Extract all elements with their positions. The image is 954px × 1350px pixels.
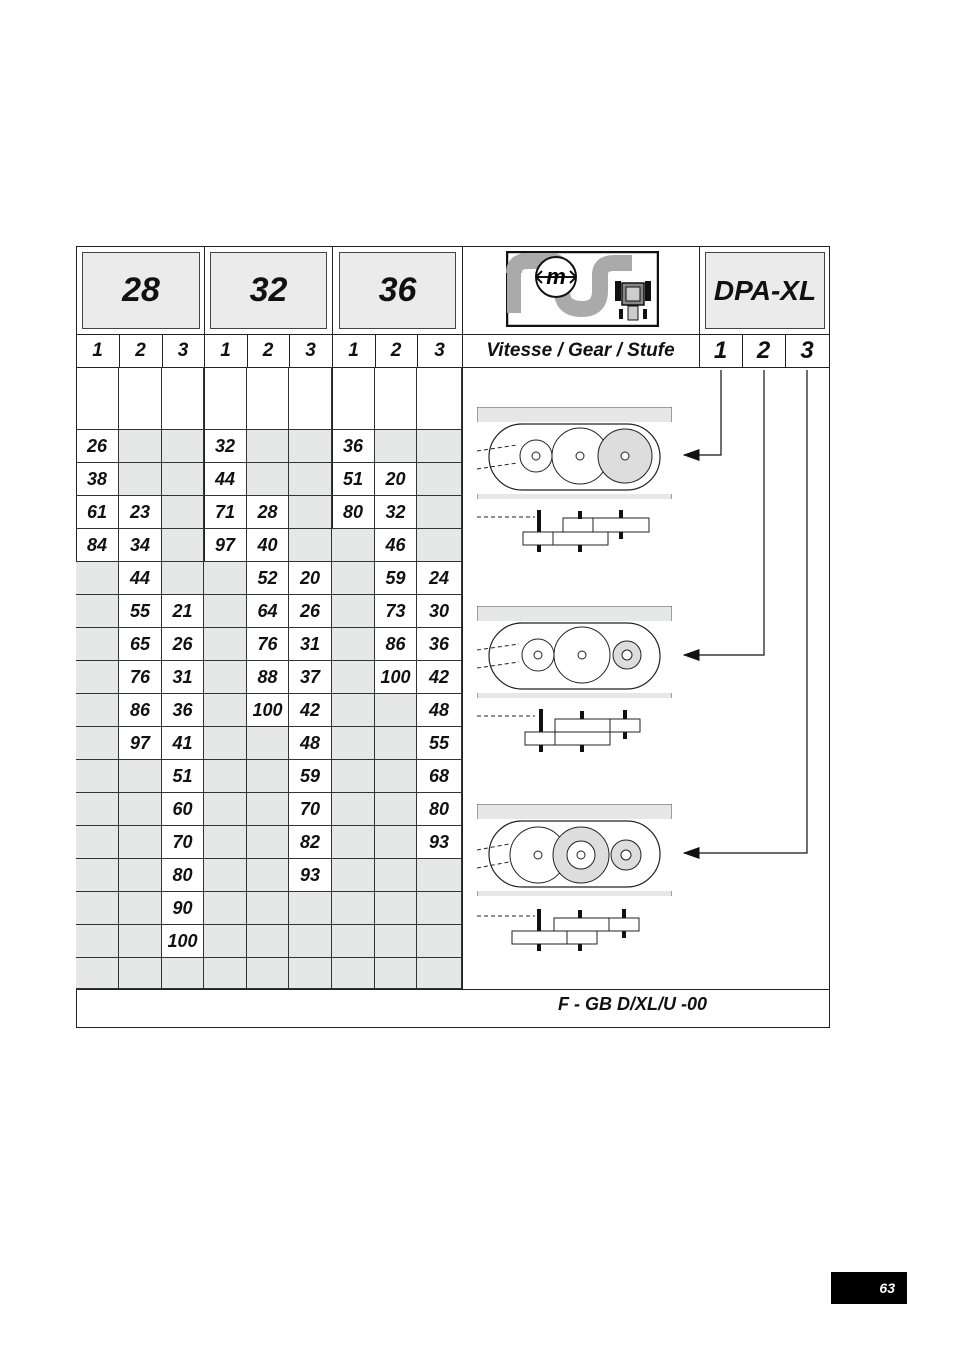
table-cell: 26 [289, 595, 332, 628]
table-cell: 51 [332, 463, 375, 496]
table-cell [247, 958, 289, 989]
gear-col-divider [417, 334, 418, 367]
table-cell [247, 826, 289, 859]
table-cell: 93 [417, 826, 462, 859]
table-cell: 100 [247, 694, 289, 727]
table-cell: 31 [162, 661, 204, 694]
table-cell [375, 826, 417, 859]
speed-group-32: 32 [210, 252, 327, 329]
table-cell [417, 463, 462, 496]
table-cell: 97 [204, 529, 247, 562]
table-cell [76, 958, 119, 989]
table-spacer-cell [289, 367, 332, 430]
table-cell [332, 562, 375, 595]
table-cell [247, 925, 289, 958]
gear-column-header: 2 [390, 339, 402, 361]
table-cell [204, 892, 247, 925]
document-code: F - GB D/XL/U -00 [558, 994, 708, 1014]
table-cell [119, 463, 162, 496]
table-spacer-cell [162, 367, 204, 430]
table-cell: 20 [375, 463, 417, 496]
speed-group-28: 28 [82, 252, 200, 329]
table-cell [332, 925, 375, 958]
gear-diagram-2 [477, 606, 672, 766]
gear-column-header: 2 [135, 339, 146, 361]
table-cell [119, 958, 162, 989]
table-cell: 34 [119, 529, 162, 562]
table-cell [289, 925, 332, 958]
table-cell [119, 430, 162, 463]
speed-group-36: 36 [339, 252, 456, 329]
table-spacer-cell [375, 367, 417, 430]
table-cell [289, 430, 332, 463]
table-cell [204, 694, 247, 727]
table-cell: 76 [119, 661, 162, 694]
table-cell [204, 793, 247, 826]
table-cell [119, 859, 162, 892]
table-cell [417, 430, 462, 463]
gear-diagram-3 [477, 804, 672, 964]
gear-diagram-1 [477, 407, 672, 567]
table-cell: 90 [162, 892, 204, 925]
gear-connector-arrows [670, 360, 820, 870]
table-cell: 60 [162, 793, 204, 826]
table-cell [76, 727, 119, 760]
table-cell [76, 562, 119, 595]
gear-col-divider [289, 334, 290, 367]
table-cell [417, 892, 462, 925]
table-cell: 86 [375, 628, 417, 661]
footer-divider [76, 989, 830, 990]
table-cell [76, 760, 119, 793]
table-cell [417, 859, 462, 892]
table-cell [247, 892, 289, 925]
table-cell: 68 [417, 760, 462, 793]
table-cell [119, 892, 162, 925]
model-label: DPA-XL [705, 252, 825, 329]
table-cell: 86 [119, 694, 162, 727]
table-cell [76, 859, 119, 892]
table-cell [204, 925, 247, 958]
table-cell [162, 529, 204, 562]
table-cell [375, 958, 417, 989]
table-cell: 20 [289, 562, 332, 595]
table-cell [332, 793, 375, 826]
table-cell [204, 958, 247, 989]
gear-column-header: 1 [220, 339, 231, 361]
table-cell: 97 [119, 727, 162, 760]
table-cell: 36 [332, 430, 375, 463]
output-gear-2: 2 [756, 336, 771, 364]
gear-col-divider [375, 334, 376, 367]
table-spacer-cell [417, 367, 462, 430]
table-cell: 36 [162, 694, 204, 727]
table-cell [417, 529, 462, 562]
table-cell [332, 661, 375, 694]
gear-label: Vitesse / Gear / Stufe [486, 339, 675, 361]
table-cell: 24 [417, 562, 462, 595]
table-cell: 37 [289, 661, 332, 694]
table-cell [417, 958, 462, 989]
table-cell [289, 463, 332, 496]
table-cell [76, 661, 119, 694]
table-cell: 93 [289, 859, 332, 892]
gear-column-header: 2 [262, 339, 274, 361]
table-cell [375, 760, 417, 793]
table-cell [332, 859, 375, 892]
table-cell: 80 [162, 859, 204, 892]
table-cell: 48 [289, 727, 332, 760]
table-cell: 30 [417, 595, 462, 628]
table-cell: 21 [162, 595, 204, 628]
table-cell [204, 661, 247, 694]
table-cell [76, 628, 119, 661]
table-cell: 65 [119, 628, 162, 661]
table-cell [247, 760, 289, 793]
table-cell [76, 925, 119, 958]
table-cell: 88 [247, 661, 289, 694]
table-cell [162, 430, 204, 463]
table-cell: 44 [204, 463, 247, 496]
table-cell [76, 892, 119, 925]
table-cell: 76 [247, 628, 289, 661]
table-cell [119, 793, 162, 826]
output-gear-3: 3 [800, 336, 814, 364]
table-cell [332, 529, 375, 562]
table-cell [247, 793, 289, 826]
output-gear-1: 1 [713, 336, 728, 364]
gear-col-divider [119, 334, 120, 367]
table-cell [204, 760, 247, 793]
table-cell [375, 793, 417, 826]
table-cell [332, 760, 375, 793]
table-cell: 51 [162, 760, 204, 793]
table-cell: 26 [76, 430, 119, 463]
table-cell: 32 [375, 496, 417, 529]
table-cell: 100 [162, 925, 204, 958]
table-cell [204, 562, 247, 595]
table-cell: 23 [119, 496, 162, 529]
page-number: 63 [831, 1272, 907, 1304]
table-cell [247, 727, 289, 760]
table-cell [332, 727, 375, 760]
table-cell [204, 859, 247, 892]
table-cell [76, 793, 119, 826]
table-cell: 100 [375, 661, 417, 694]
table-cell [332, 826, 375, 859]
table-cell [417, 925, 462, 958]
table-cell [162, 562, 204, 595]
table-cell: 59 [375, 562, 417, 595]
gear-col-divider [247, 334, 248, 367]
table-cell: 61 [76, 496, 119, 529]
table-cell [417, 496, 462, 529]
table-spacer-cell [119, 367, 162, 430]
table-spacer-cell [204, 367, 247, 430]
table-cell [375, 925, 417, 958]
table-cell: 55 [119, 595, 162, 628]
table-cell: 80 [417, 793, 462, 826]
table-spacer-cell [332, 367, 375, 430]
table-cell: 55 [417, 727, 462, 760]
table-cell [247, 859, 289, 892]
table-cell [204, 595, 247, 628]
table-cell [247, 463, 289, 496]
table-cell [332, 694, 375, 727]
table-cell: 64 [247, 595, 289, 628]
table-cell: 31 [289, 628, 332, 661]
table-cell [332, 892, 375, 925]
table-cell [162, 496, 204, 529]
table-cell [119, 760, 162, 793]
table-cell: 26 [162, 628, 204, 661]
table-cell [375, 430, 417, 463]
table-cell: 42 [417, 661, 462, 694]
table-cell: 80 [332, 496, 375, 529]
gear-col-divider [162, 334, 163, 367]
table-cell: 46 [375, 529, 417, 562]
table-cell [289, 496, 332, 529]
table-spacer-cell [76, 367, 119, 430]
logo-letter: m [546, 264, 566, 289]
table-cell: 44 [119, 562, 162, 595]
table-cell [289, 892, 332, 925]
table-cell [76, 595, 119, 628]
gear-column-header: 3 [305, 339, 316, 361]
table-cell: 42 [289, 694, 332, 727]
table-cell [247, 430, 289, 463]
table-cell [76, 826, 119, 859]
table-cell: 59 [289, 760, 332, 793]
table-cell: 40 [247, 529, 289, 562]
table-cell [162, 958, 204, 989]
table-cell [204, 727, 247, 760]
table-cell: 70 [289, 793, 332, 826]
table-cell: 28 [247, 496, 289, 529]
table-cell [289, 529, 332, 562]
table-cell [375, 892, 417, 925]
gear-column-header: 3 [177, 339, 189, 361]
table-cell [204, 826, 247, 859]
gear-column-header: 1 [348, 339, 359, 361]
table-cell: 41 [162, 727, 204, 760]
table-cell [289, 958, 332, 989]
gear-column-header: 1 [92, 339, 103, 361]
table-cell: 82 [289, 826, 332, 859]
table-cell: 71 [204, 496, 247, 529]
table-cell [332, 628, 375, 661]
table-cell: 38 [76, 463, 119, 496]
table-cell [332, 595, 375, 628]
tractor-pto-logo [506, 251, 659, 327]
table-cell: 70 [162, 826, 204, 859]
table-cell: 73 [375, 595, 417, 628]
table-cell [375, 694, 417, 727]
table-cell: 48 [417, 694, 462, 727]
table-cell: 32 [204, 430, 247, 463]
table-cell [332, 958, 375, 989]
table-spacer-cell [247, 367, 289, 430]
table-cell: 52 [247, 562, 289, 595]
table-cell [204, 628, 247, 661]
gear-column-header: 3 [434, 339, 445, 361]
table-cell: 84 [76, 529, 119, 562]
table-cell [162, 463, 204, 496]
table-cell [375, 727, 417, 760]
table-cell [119, 826, 162, 859]
table-cell [375, 859, 417, 892]
table-cell [119, 925, 162, 958]
table-cell: 36 [417, 628, 462, 661]
table-cell [76, 694, 119, 727]
